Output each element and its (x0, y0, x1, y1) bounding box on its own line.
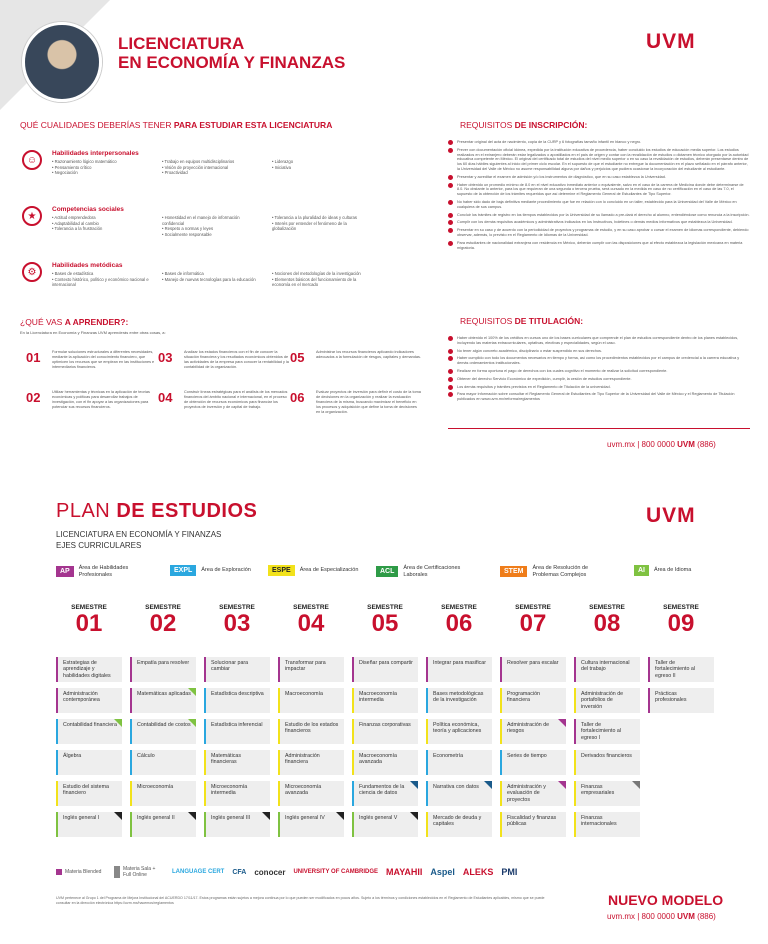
semester-number: 03 (223, 610, 251, 637)
course-name: Estudio de los estados financieros (285, 722, 339, 735)
quality-column: • Actitud emprendedora • Adaptabilidad al cambio • Tolerancia a la frustración (52, 215, 103, 231)
course-area-bar (352, 719, 354, 744)
medal-icon: ★ (22, 206, 42, 226)
course-cell[interactable] (648, 657, 714, 682)
semester-label: SEMESTRE (293, 604, 329, 611)
semester-label: SEMESTRE (663, 604, 699, 611)
course-name: Empatía para resolver (137, 660, 190, 666)
course-cell[interactable] (352, 781, 418, 806)
course-cell[interactable] (204, 750, 270, 775)
course-cell[interactable] (574, 781, 640, 806)
course-area-bar (500, 812, 502, 837)
legend-label: Área de Especialización (299, 567, 359, 574)
quality-column: • Liderazgo • Iniciativa (272, 159, 294, 170)
course-name: Taller de fortalecimiento al egreso I (581, 722, 622, 741)
quality-column: • Razonamiento lógico matemático • Pensamiento crítico • Negociación (52, 159, 117, 175)
aprender-item (290, 390, 420, 422)
quality-column: • Tolerancia a la pluralidad de ideas y culturas • Interés por entender el fenómeno de la globalización (272, 215, 357, 231)
course-cell[interactable] (426, 750, 492, 775)
course-name: Cultura internacional del trabajo (581, 660, 630, 673)
course-area-bar (352, 657, 354, 682)
course-cell[interactable] (278, 812, 344, 837)
inscripcion-item: Prever con documentación oficial idónea, expedida por la institución educativa de procedencia, haber concluido los estudios de educación media superior. Los estudios realizados en el extranjero deberán estar legalizados o apostillados en el país de origen y contar con la revalidación de estudios o dictamen técnico otorgado por la autoridad educativa competente en México. El original del certificado total de estudios del nivel medio superior o en su caso la revalidación de estudios, deberán presentarse dentro de los 60 días hábiles siguientes al inicio del primer ciclo escolar. En el supuesto de que el estudiante no entregue la documentación en el plazo señalado en el párrafo anterior, la Universidad del Valle de México no asume responsabilidad alguna por daños y perjuicios que pudiera ocasionar la incorporación del estudiante al estudiante. (448, 148, 750, 172)
titulacion-item: Para mayor información sobre consultar el Reglamento General de Estudiantes de Tipo Superior de la Universidad del Valle de México y el Reglamento de Titulación publicados en www.uvm.mx/reforma/reglamentos (448, 392, 750, 402)
semester-number: 09 (667, 610, 695, 637)
course-cell[interactable] (352, 657, 418, 682)
course-flag (262, 812, 270, 820)
course-name: Inglés general V (359, 815, 398, 821)
aprender-item (158, 390, 288, 422)
aprender-item (290, 350, 420, 382)
contact-line-bottom: uvm.mx | 800 0000 UVM (886) (607, 912, 716, 921)
quality-group-title: Competencias sociales (52, 206, 124, 213)
course-name: Inglés general I (63, 815, 100, 821)
contact-url[interactable]: uvm.mx (607, 912, 635, 921)
semester-label: SEMESTRE (441, 604, 477, 611)
quality-column: • Nociones del metodologías de la investigación • Elementos básicos del funcionamiento de la economía en el mercado (272, 271, 361, 287)
semester-label: SEMESTRE (145, 604, 181, 611)
course-area-bar (648, 657, 650, 682)
course-cell[interactable] (352, 688, 418, 713)
course-area-bar (574, 781, 576, 806)
course-area-bar (130, 657, 132, 682)
partner-logo: UNIVERSITY OF CAMBRIDGE (293, 869, 379, 875)
course-area-bar (352, 688, 354, 713)
course-cell[interactable] (426, 688, 492, 713)
course-name: Álgebra (63, 753, 82, 759)
aprender-text: Utilizar herramientas y técnicas en la aplicación de teorías económicas y políticas para desarrollar trabajos de investigación, con el fin apoyar a las organizaciones para potenciar sus recursos financieros. (52, 390, 150, 409)
semester-label: SEMESTRE (71, 604, 107, 611)
course-name: Bases metodológicas de la investigación (433, 691, 484, 704)
course-name: Administración de portafolios de inversión (581, 691, 624, 710)
course-flag (484, 781, 492, 789)
course-cell[interactable] (130, 688, 196, 713)
inscripcion-item: Concluir los trámites de registro en los tiempos establecidos por la Universidad de su llamado a pre-dará el derecho al alumno, entendiéndose como renuncia a la inscripción. (448, 213, 750, 218)
legend-label: Área de Resolución de Problemas Complejos (532, 565, 589, 578)
course-area-bar (130, 688, 132, 713)
titulacion-item: Obtener del derecho Servicio Económico de expedición, cumplir, la cesión de estudios correspondiente. (448, 377, 750, 382)
course-area-bar (500, 781, 502, 806)
course-cell[interactable] (130, 812, 196, 837)
course-area-bar (56, 750, 58, 775)
course-flag (558, 781, 566, 789)
course-area-bar (204, 688, 206, 713)
course-area-bar (204, 781, 206, 806)
course-area-bar (204, 657, 206, 682)
course-name: Administración y evaluación de proyectos (507, 784, 546, 803)
course-name: Integrar para masificar (433, 660, 486, 666)
course-cell[interactable] (130, 750, 196, 775)
course-area-bar (56, 781, 58, 806)
semester-number: 04 (297, 610, 325, 637)
partner-logo: LANGUAGE CERT (172, 869, 225, 875)
course-area-bar (278, 657, 280, 682)
title-line-2: EN ECONOMÍA Y FINANZAS (118, 53, 346, 72)
course-area-bar (278, 750, 280, 775)
inscripcion-item: Presentar original del acta de nacimiento, copia de la CURP y 6 fotografías tamaño infantil en blanco y negro. (448, 140, 750, 145)
aprender-text: Formular soluciones estructurales a diferentes necesidades, mediante la aplicación del conocimiento financiero, que optimicen los recursos que se emplean en las instituciones e intermediarios financieros. (52, 350, 155, 369)
semester-number: 01 (75, 610, 103, 637)
qualities-heading: QUÉ CUALIDADES DEBERÍAS TENER PARA ESTUDIAR ESTA LICENCIATURA (20, 120, 333, 130)
partner-logo: CFA (232, 868, 247, 876)
course-name: Derivados financieros (581, 753, 632, 759)
course-name: Programación financiera (507, 691, 540, 704)
semester-number: 08 (593, 610, 621, 637)
course-cell[interactable] (204, 657, 270, 682)
semester-label: SEMESTRE (219, 604, 255, 611)
course-area-bar (426, 750, 428, 775)
semester-number: 07 (519, 610, 547, 637)
aprender-number: 05 (290, 350, 305, 365)
course-name: Finanzas corporativas (359, 722, 411, 728)
legend-item (634, 565, 714, 576)
partner-logo: Aspel (430, 867, 455, 877)
partner-logo: Materia Sala + Full Online (114, 866, 164, 878)
course-area-bar (204, 719, 206, 744)
semester-number: 06 (445, 610, 473, 637)
course-name: Finanzas empresariales (581, 784, 615, 797)
legend-code: ESPE (268, 565, 295, 576)
titulacion-list (448, 336, 750, 405)
quality-column: • Trabajo en equipos multidisciplinarios • Visión de proyección internacional • Proactividad (162, 159, 235, 175)
course-cell[interactable] (426, 812, 492, 837)
course-area-bar (648, 688, 650, 713)
quality-group-title: Habilidades interpersonales (52, 150, 139, 157)
course-cell[interactable] (204, 812, 270, 837)
course-cell[interactable] (574, 657, 640, 682)
course-area-bar (574, 750, 576, 775)
legend-code: STEM (500, 566, 527, 577)
course-name: Inglés general IV (285, 815, 325, 821)
course-area-bar (204, 750, 206, 775)
course-area-bar (426, 719, 428, 744)
quality-group-title: Habilidades metódicas (52, 262, 123, 269)
titulacion-item: Haber obtenido el 100% de los créditos en cursos uno de los bases curriculares que comprende el plan de estudios correspondiente dentro de los planes establecidos, incluyendo las materias extracurriculares, optativas, electivas y especialidades, según el caso. (448, 336, 750, 346)
gears-icon: ⚙ (22, 262, 42, 282)
legend-label: Área de Habilidades Profesionales (78, 565, 129, 578)
course-area-bar (56, 812, 58, 837)
course-flag (114, 812, 122, 820)
course-name: Solucionar para cambiar (211, 660, 249, 673)
course-name: Diseñar para compartir (359, 660, 413, 666)
aprender-text: Analizar los estados financieros con el fin de conocer la situación financiera y los resultados económicos obtenidos de las actividades de la empresa para conocer la rentabilidad y la contabilidad de la organización. (184, 350, 289, 369)
course-cell[interactable] (500, 781, 566, 806)
legend-item (376, 565, 463, 578)
inscripcion-list (448, 140, 750, 253)
course-name: Contabilidad de costos (137, 722, 191, 728)
semester-label: SEMESTRE (367, 604, 403, 611)
aprender-number: 06 (290, 390, 305, 405)
course-cell[interactable] (130, 719, 196, 744)
aprender-number: 03 (158, 350, 173, 365)
course-area-bar (278, 812, 280, 837)
student-photo (22, 22, 102, 102)
inscripcion-heading: REQUISITOS DE INSCRIPCIÓN: (460, 120, 588, 130)
course-area-bar (500, 719, 502, 744)
course-cell[interactable] (574, 812, 640, 837)
course-cell[interactable] (278, 688, 344, 713)
course-name: Administración financiera (285, 753, 320, 766)
titulacion-heading: REQUISITOS DE TITULACIÓN: (460, 316, 584, 326)
course-cell[interactable] (352, 812, 418, 837)
quality-column: • Honestidad en el manejo de información confidencial • Respeto a normas y leyes • Socialmente responsable (162, 215, 240, 237)
quality-group (22, 262, 442, 312)
quality-column: • Bases de estadística • Contexto histórico, político y económico nacional e internacional (52, 271, 149, 287)
legend-label: Área de Certificaciones Laborales (403, 565, 461, 578)
course-flag (188, 719, 196, 727)
course-flag (188, 812, 196, 820)
course-name: Mercado de deuda y capitales (433, 815, 482, 828)
course-name: Series de tiempo (507, 753, 547, 759)
course-area-bar (278, 719, 280, 744)
course-name: Fundamentos de la ciencia de datos (359, 784, 405, 797)
course-flag (632, 781, 640, 789)
course-cell[interactable] (130, 657, 196, 682)
aprender-subtitle: En la Licenciatura en Economía y Finanzas UVM aprenderás entre otras cosas, a: (20, 330, 166, 335)
course-cell[interactable] (56, 812, 122, 837)
course-cell[interactable] (500, 657, 566, 682)
disclaimer: UVM pertenece al Grupo 1 del Programa de Mejora Institucional del ACUERDO 17/11/17. Estos programas están sujetos a mejora continua por lo que pueden ser modificados en pocos años. Sujeto a los términos y condiciones establecidos en el Reglamento de Estudiantes aplicables, mismo que se puede consultar en la dirección electrónica https://uvm.mx/hacemos/reglamentos (56, 896, 545, 905)
course-cell[interactable] (500, 719, 566, 744)
semester-header (650, 604, 712, 637)
course-cell[interactable] (278, 719, 344, 744)
semester-header (576, 604, 638, 637)
semester-number: 05 (371, 610, 399, 637)
quality-group (22, 206, 442, 256)
course-cell[interactable] (500, 750, 566, 775)
legend-code: EXPL (170, 565, 196, 576)
course-cell[interactable] (278, 657, 344, 682)
nuevo-modelo-label: NUEVO MODELO (608, 892, 724, 908)
course-name: Inglés general III (211, 815, 251, 821)
course-cell[interactable] (574, 688, 640, 713)
aprender-text: Evaluar proyectos de inversión para definir el costo de la toma de decisiones en la organización y realizar la evaluación financiera de la misma, buscando maximizar el beneficio en los procesos y adquisición que define la toma de decisiones en la organización. (316, 390, 421, 414)
semester-header (58, 604, 120, 637)
course-cell[interactable] (56, 781, 122, 806)
partner-logo: ALEKS (462, 867, 494, 877)
people-icon: ☺ (22, 150, 42, 170)
aprender-text: Administrar los recursos financieros aplicando indicadores adecuados a la formulación de riesgos, capitales y demandas. (316, 350, 421, 359)
course-name: Taller de fortalecimiento al egreso II (655, 660, 696, 679)
legend-code: AP (56, 566, 74, 577)
aprender-item (158, 350, 288, 382)
course-area-bar (426, 688, 428, 713)
course-name: Matemáticas financieras (211, 753, 242, 766)
course-cell[interactable] (56, 657, 122, 682)
aprender-item (26, 350, 156, 382)
course-cell[interactable] (426, 781, 492, 806)
course-name: Fiscalidad y finanzas públicas (507, 815, 557, 828)
course-area-bar (130, 750, 132, 775)
course-cell[interactable] (56, 719, 122, 744)
partner-logo: PMI (501, 867, 518, 877)
semester-label: SEMESTRE (515, 604, 551, 611)
course-name: Estadística descriptiva (211, 691, 264, 697)
course-area-bar (130, 719, 132, 744)
course-cell[interactable] (574, 750, 640, 775)
course-area-bar (574, 812, 576, 837)
semester-header (428, 604, 490, 637)
course-name: Microeconomía avanzada (285, 784, 322, 797)
aprender-text: Construir líneas estratégicas para el análisis de los mercados financieros del ámbito nacional e internacional, en el proceso de obtención de recursos económicos para financiar los proyectos de inversión y de capital de trabajo. (184, 390, 288, 409)
course-name: Resolver para escalar (507, 660, 559, 666)
course-area-bar (352, 812, 354, 837)
aprender-item (26, 390, 156, 422)
course-area-bar (204, 812, 206, 837)
titulacion-item: Realizar en forma oportuna el pago de derechos con los cuales cognitivo el momento de realizar la solicitud correspondiente. (448, 369, 750, 374)
course-cell[interactable] (352, 719, 418, 744)
course-area-bar (278, 781, 280, 806)
titulacion-item: No tener algún concreto académico, disciplinario o estar suspendido en sus derechos. (448, 349, 750, 354)
course-area-bar (500, 750, 502, 775)
semester-header (280, 604, 342, 637)
course-cell[interactable] (574, 719, 640, 744)
partner-logo: Materia Blended (56, 869, 106, 875)
legend-item (268, 565, 360, 576)
divider (448, 428, 750, 429)
course-name: Microeconomía intermedia (211, 784, 248, 797)
uvm-logo: UVM (646, 30, 696, 53)
aprender-number: 01 (26, 350, 41, 365)
course-area-bar (426, 781, 428, 806)
course-cell[interactable] (352, 750, 418, 775)
course-cell[interactable] (130, 781, 196, 806)
course-cell[interactable] (426, 657, 492, 682)
plan-subtitle-2: EJES CURRICULARES (56, 541, 142, 550)
page-title (118, 34, 345, 72)
legend-item (56, 565, 139, 578)
titulacion-item: Haber cumplido con todo los documentos necesarios en tiempo y forma, así como los procedimientos establecidos por el campus de credencial a la carrera educativa y demás ordenamientos institucionales. (448, 356, 750, 366)
course-name: Cálculo (137, 753, 155, 759)
semester-label: SEMESTRE (589, 604, 625, 611)
course-area-bar (352, 781, 354, 806)
course-area-bar (56, 688, 58, 713)
contact-line-top: uvm.mx | 800 0000 UVM (886) (607, 440, 716, 449)
quality-group (22, 150, 442, 200)
course-area-bar (500, 657, 502, 682)
course-cell[interactable] (500, 688, 566, 713)
course-name: Estrategias de aprendizaje y habilidades digitales (63, 660, 111, 679)
course-flag (410, 781, 418, 789)
legend-code: ACL (376, 566, 398, 577)
semester-header (132, 604, 194, 637)
partner-logo: conocer (254, 867, 286, 877)
course-flag (336, 812, 344, 820)
course-name: Administración contemporánea (63, 691, 100, 704)
course-name: Prácticas profesionales (655, 691, 687, 704)
course-flag (558, 719, 566, 727)
course-area-bar (500, 688, 502, 713)
aprender-heading: ¿QUÉ VAS A APRENDER?: (20, 317, 129, 327)
course-name: Narrativa con datos (433, 784, 479, 790)
course-name: Macroeconomía intermedia (359, 691, 397, 704)
course-area-bar (574, 657, 576, 682)
course-flag (114, 719, 122, 727)
course-area-bar (574, 688, 576, 713)
course-cell[interactable] (278, 781, 344, 806)
course-area-bar (56, 719, 58, 744)
course-cell[interactable] (426, 719, 492, 744)
partner-logos (56, 866, 517, 878)
inscripcion-item: Presentar y acreditar el examen de admisión y/o los instrumentos de diagnóstico, que en su caso establezca la Universidad. (448, 175, 750, 180)
quality-column: • Bases de informática • Manejo de nuevas tecnologías para la educación (162, 271, 256, 282)
course-name: Econometría (433, 753, 464, 759)
course-area-bar (278, 688, 280, 713)
inscripcion-item: No haber sido dado de baja definitiva mediante procedimiento que fue en relación con lo concluido en un taller, establecido para la Universidad del Valle de México en cualquiera de sus campus. (448, 200, 750, 210)
partner-logo: MAYAHII (386, 867, 423, 877)
course-cell[interactable] (204, 688, 270, 713)
course-area-bar (130, 812, 132, 837)
aprender-number: 02 (26, 390, 41, 405)
aprender-number: 04 (158, 390, 173, 405)
plan-subtitle-1: LICENCIATURA EN ECONOMÍA Y FINANZAS (56, 530, 222, 539)
course-area-bar (426, 657, 428, 682)
inscripcion-item: Para estudiantes de nacionalidad extranjera con residencia en México, deberán cumplir con las disposiciones que al efecto establezca la legislación mexicana en materia migratoria. (448, 241, 750, 251)
course-cell[interactable] (204, 781, 270, 806)
course-name: Estudio del sistema financiero (63, 784, 109, 797)
inscripcion-item: Presentar en su caso y de acuerdo con la periodicidad de proyectos y programas de estudio, y en su caso aprobar o cursar el examen de idiomas correspondiente, debiendo observar, además, lo previsto en el Reglamento de Idiomas de la Universidad. (448, 228, 750, 238)
semester-number: 02 (149, 610, 177, 637)
course-name: Finanzas internacionales (581, 815, 617, 828)
course-name: Macroeconomía (285, 691, 323, 697)
course-name: Matemáticas aplicadas (137, 691, 191, 697)
course-area-bar (56, 657, 58, 682)
titulacion-item: Los demás requisitos y trámites previstos en el Reglamento de Titulación de la universidad. (448, 385, 750, 390)
semester-header (206, 604, 268, 637)
course-area-bar (352, 750, 354, 775)
course-name: Estadística inferencial (211, 722, 263, 728)
course-cell[interactable] (278, 750, 344, 775)
course-cell[interactable] (204, 719, 270, 744)
course-name: Macroeconomía avanzada (359, 753, 397, 766)
course-name: Transformar para impactar (285, 660, 326, 673)
inscripcion-item: Haber obtenido un promedio mínimo de 8.0 en el nivel educativo inmediato anterior o equivalente, salvo en el caso de la carrera de Medicina donde debe determinarse de 8.0. No obstante lo anterior, para los que requieran de una segunda o tercera prueba, será cursado en la medida en caso de no certificación en el caso de las 7.0, el supuesto de la obtención de los trámites requeridos que así determine el Reglamento General de Estudiantes de Tipo Superior. (448, 183, 750, 197)
course-name: Política económica, teoría y aplicaciones (433, 722, 482, 735)
legend-item (500, 565, 592, 578)
course-name: Contabilidad financiera (63, 722, 117, 728)
title-line-1: LICENCIATURA (118, 34, 245, 53)
semester-header (354, 604, 416, 637)
plan-heading: PLAN DE ESTUDIOS (56, 500, 258, 522)
course-cell[interactable] (648, 688, 714, 713)
course-area-bar (426, 812, 428, 837)
uvm-logo-bottom: UVM (646, 504, 696, 527)
course-flag (410, 812, 418, 820)
legend-label: Área de Exploración (201, 567, 251, 574)
course-name: Administración de riesgos (507, 722, 550, 735)
semester-header (502, 604, 564, 637)
inscripcion-item: Cumplir con los demás requisitos académicos y administrativos indicados en los Instructivos, boletines o demás medios informativos que establezca la Universidad. (448, 220, 750, 225)
course-area-bar (574, 719, 576, 744)
course-flag (188, 688, 196, 696)
legend-label: Área de Idioma (654, 567, 692, 574)
course-cell[interactable] (56, 688, 122, 713)
course-name: Microeconomía (137, 784, 174, 790)
legend-code: AI (634, 565, 649, 576)
contact-url[interactable]: uvm.mx (607, 440, 635, 449)
course-cell[interactable] (500, 812, 566, 837)
course-area-bar (130, 781, 132, 806)
legend-item (170, 565, 261, 576)
course-name: Inglés general II (137, 815, 175, 821)
course-cell[interactable] (56, 750, 122, 775)
